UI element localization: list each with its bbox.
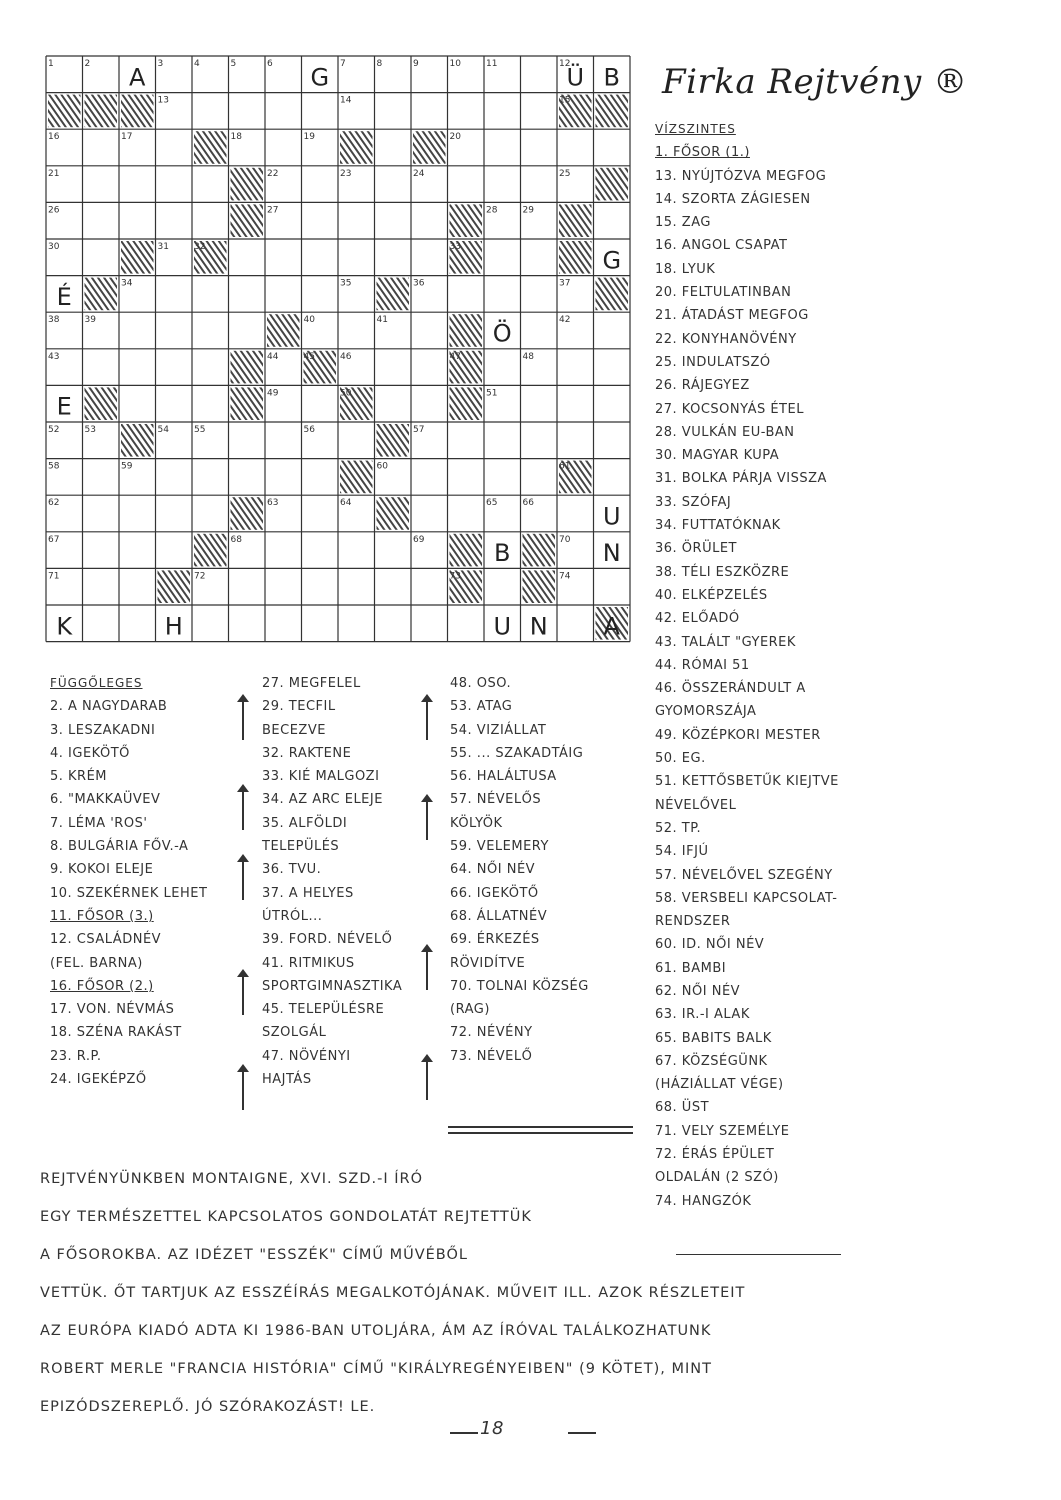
clue-item: 11. FŐSOR (3.) (50, 908, 154, 924)
cell-letter: Ü (566, 63, 585, 92)
black-cell (559, 241, 592, 274)
clue-item: 68. ÜST (655, 1100, 710, 1116)
clue-item: 39. FORD. NÉVELŐ (262, 932, 393, 948)
cell-number: 25 (559, 168, 571, 179)
clue-item: RENDSZER (655, 914, 731, 930)
clue-item: 24. IGEKÉPZŐ (50, 1072, 147, 1088)
cell-number: 63 (267, 498, 279, 509)
cell-number: 37 (559, 278, 571, 289)
black-cell (450, 314, 483, 347)
cell-number: 33 (449, 242, 461, 252)
black-cell (194, 534, 227, 567)
clue-item: 41. RITMIKUS (262, 955, 355, 971)
cell-number: 38 (48, 315, 60, 326)
cell-number: 55 (194, 425, 206, 435)
clue-item: 71. VELY SZEMÉLYE (655, 1123, 790, 1139)
clue-item: 56. HALÁLTUSA (450, 769, 557, 785)
black-cell (194, 131, 227, 164)
cell-number: 74 (559, 571, 571, 582)
arrow-up-icon (426, 800, 428, 840)
clue-item: 5. KRÉM (50, 769, 108, 785)
black-cell (596, 168, 629, 201)
black-cell (596, 95, 629, 128)
clue-item: 21. ÁTADÁST MEGFOG (655, 308, 809, 324)
cell-number: 51 (486, 388, 498, 399)
cell-number: 14 (340, 95, 352, 106)
clue-item: SZOLGÁL (262, 1025, 327, 1041)
cell-number: 12 (559, 59, 571, 69)
black-cell (340, 131, 373, 164)
clue-item: (RAG) (450, 1002, 490, 1018)
cell-number: 45 (303, 351, 315, 362)
cell-number: 18 (230, 132, 242, 143)
note-line: AZ EURÓPA KIADÓ ADTA KI 1986-BAN UTOLJÁRA, ÁM AZ ÍRÓVAL TALÁLKOZHATUNK (40, 1323, 712, 1339)
cell-number: 10 (449, 59, 461, 69)
cell-number: 34 (121, 278, 133, 289)
clue-item: 25. INDULATSZÓ (655, 354, 771, 370)
clue-item: 50. EG. (655, 751, 706, 767)
arrow-up-icon (242, 860, 244, 900)
clue-item: 61. BAMBI (655, 960, 727, 976)
across-clues (655, 118, 1055, 1213)
cell-number: 71 (48, 571, 60, 582)
clue-item: 66. IGEKÖTŐ (450, 885, 539, 901)
clue-item: 47. NÖVÉNYI (262, 1048, 351, 1064)
cell-number: 60 (376, 461, 388, 472)
cell-number: 73 (449, 571, 461, 582)
clue-item: 7. LÉMA 'ROS' (50, 815, 148, 831)
cell-number: 49 (267, 388, 279, 399)
cell-letter: N (529, 612, 548, 641)
clue-item: OLDALÁN (2 SZÓ) (655, 1170, 779, 1186)
cell-number: 68 (230, 534, 242, 545)
cell-number: 19 (303, 132, 315, 143)
cell-number: 36 (413, 278, 425, 289)
cell-number: 56 (303, 425, 315, 435)
clue-item: 13. NYÚJTÓZVA MEGFOG (655, 168, 827, 184)
clue-item: 74. HANGZÓK (655, 1193, 752, 1209)
cell-number: 31 (157, 242, 169, 252)
clue-item: 17. VON. NÉVMÁS (50, 1002, 175, 1018)
cell-number: 70 (559, 534, 571, 545)
clue-item: HAJTÁS (262, 1072, 312, 1088)
cell-number: 28 (486, 205, 498, 216)
clue-item: 9. KOKOI ELEJE (50, 862, 154, 878)
cell-number: 21 (48, 168, 60, 179)
black-cell (596, 278, 629, 311)
arrow-up-icon (426, 950, 428, 990)
arrow-up-icon (426, 700, 428, 740)
clue-item: 36. TVU. (262, 862, 322, 878)
cell-number: 43 (48, 351, 60, 362)
cell-number: 2 (84, 59, 91, 69)
cell-letter: B (603, 63, 620, 92)
cell-letter: A (129, 63, 146, 92)
black-cell (377, 497, 410, 530)
clue-item: 49. KÖZÉPKORI MESTER (655, 727, 821, 743)
arrow-up-icon (242, 790, 244, 830)
black-cell (523, 570, 556, 603)
black-cell (413, 131, 446, 164)
black-cell (231, 168, 264, 201)
cell-number: 66 (522, 498, 534, 509)
black-cell (340, 461, 373, 494)
clue-item: 51. KETTŐSBETŰK KIEJTVE (655, 774, 839, 790)
cell-letter: Ö (492, 319, 512, 348)
clue-item: 68. ÁLLATNÉV (450, 908, 548, 924)
clue-item: 48. OSO. (450, 676, 512, 691)
cell-letter: N (602, 539, 621, 568)
clue-item: 55. ... SZAKADTÁIG (450, 745, 584, 761)
arrow-up-icon (426, 1060, 428, 1100)
cell-letter: B (494, 539, 511, 568)
black-cell (85, 278, 118, 311)
clue-item: TELEPÜLÉS (262, 839, 340, 855)
clue-item: 2. A NAGYDARAB (50, 699, 168, 715)
cell-number: 57 (413, 425, 425, 435)
clue-item: 23. R.P. (50, 1048, 102, 1064)
cell-number: 46 (340, 351, 352, 362)
clue-item: 31. BOLKA PÁRJA VISSZA (655, 471, 827, 487)
clue-item: 16. ANGOL CSAPAT (655, 238, 788, 254)
clue-item: 29. TECFIL (262, 699, 336, 715)
black-cell (231, 351, 264, 384)
arrow-up-icon (242, 1070, 244, 1110)
divider (448, 1132, 633, 1134)
cell-letter: G (602, 246, 622, 275)
clue-item: 42. ELŐADÓ (655, 611, 740, 627)
clue-item: 30. MAGYAR KUPA (655, 448, 780, 464)
clue-item: 6. "MAKKAÜVEV (50, 792, 161, 808)
cell-number: 62 (48, 498, 60, 509)
cell-number: 54 (157, 425, 169, 435)
black-cell (85, 95, 118, 128)
note-line: VETTÜK. ŐT TARTJUK AZ ESSZÉÍRÁS MEGALKOTÓJÁNAK. MŰVEIT ILL. AZOK RÉSZLETEIT (40, 1285, 746, 1301)
clue-item: 33. SZÓFAJ (655, 494, 732, 510)
black-cell (450, 204, 483, 237)
cell-number: 13 (157, 95, 169, 106)
puzzle-title: Firka Rejtvény ® (662, 62, 968, 102)
clue-item: 34. AZ ARC ELEJE (262, 792, 383, 808)
clue-item: 14. SZORTA ZÁGIESEN (655, 191, 811, 207)
clue-item: 69. ÉRKEZÉS (450, 932, 540, 948)
cell-number: 44 (267, 351, 279, 362)
cell-letter: É (56, 282, 72, 311)
cell-letter: U (493, 612, 512, 641)
cell-number: 67 (48, 534, 60, 545)
across-heading: VÍZSZINTES (655, 122, 736, 136)
cell-number: 16 (48, 132, 60, 143)
down-clues-col1 (50, 672, 265, 1091)
clue-item: 54. IFJÚ (655, 844, 709, 860)
clue-item: 15. ZAG (655, 215, 711, 231)
black-cell (85, 387, 118, 420)
clue-item: 26. RÁJEGYEZ (655, 378, 750, 394)
page-number: 18 (480, 1418, 504, 1439)
clue-item: 73. NÉVELŐ (450, 1048, 533, 1064)
cell-number: 32 (194, 242, 206, 252)
clue-item: 59. VELEMERY (450, 839, 549, 855)
clue-item: 58. VERSBELI KAPCSOLAT- (655, 890, 838, 906)
puzzle-note (40, 1160, 1030, 1426)
clue-item: 62. NŐI NÉV (655, 983, 741, 999)
note-line: EGY TERMÉSZETTEL KAPCSOLATOS GONDOLATÁT REJTETTÜK (40, 1209, 532, 1225)
cell-number: 50 (340, 388, 352, 399)
clue-item: KÖLYÖK (450, 815, 503, 831)
clue-item: GYOMORSZÁJA (655, 704, 757, 720)
cell-number: 58 (48, 461, 60, 472)
black-cell (377, 424, 410, 457)
clue-item: 57. NÉVELŐVEL SZEGÉNY (655, 867, 833, 883)
clue-item: 60. ID. NŐI NÉV (655, 937, 765, 953)
black-cell (158, 570, 191, 603)
clue-item: RÖVIDÍTVE (450, 955, 526, 971)
clue-item: SPORTGIMNASZTIKA (262, 978, 403, 994)
clue-item: 72. NÉVÉNY (450, 1025, 533, 1041)
cell-number: 30 (48, 242, 60, 252)
down-heading: FÜGGŐLEGES (50, 676, 143, 690)
clue-item: 18. SZÉNA RAKÁST (50, 1025, 182, 1041)
cell-number: 27 (267, 205, 279, 216)
black-cell (231, 387, 264, 420)
clue-item: 52. TP. (655, 820, 702, 836)
cell-number: 61 (559, 461, 571, 472)
cell-number: 59 (121, 461, 133, 472)
cell-number: 15 (559, 95, 571, 106)
cell-number: 7 (340, 59, 346, 69)
clue-item: 27. KOCSONYÁS ÉTEL (655, 401, 804, 417)
black-cell (450, 534, 483, 567)
note-line: REJTVÉNYÜNKBEN MONTAIGNE, XVI. SZD.-I ÍRÓ (40, 1171, 423, 1187)
clue-item: NÉVELŐVEL (655, 797, 737, 813)
cell-number: 48 (522, 351, 534, 362)
clue-item: 46. ÖSSZERÁNDULT A (655, 681, 806, 697)
clue-item: 16. FŐSOR (2.) (50, 978, 154, 994)
clue-item: 36. ÖRÜLET (655, 541, 737, 557)
cell-letter: K (56, 612, 73, 641)
cell-number: 53 (84, 425, 96, 435)
cell-number: 9 (413, 59, 419, 69)
clue-item: 27. MEGFELEL (262, 676, 361, 691)
cell-number: 69 (413, 534, 425, 545)
clue-item: 8. BULGÁRIA FŐV.-A (50, 839, 189, 855)
black-cell (231, 204, 264, 237)
clue-item: 67. KÖZSÉGÜNK (655, 1053, 768, 1069)
clue-item: 37. A HELYES (262, 885, 354, 901)
cell-number: 8 (376, 59, 383, 69)
black-cell (231, 497, 264, 530)
clue-item: 28. VULKÁN EU-BAN (655, 424, 795, 440)
cell-number: 52 (48, 425, 60, 435)
clue-item: 45. TELEPÜLÉSRE (262, 1002, 385, 1018)
cell-number: 22 (267, 168, 279, 179)
clue-item: 65. BABITS BALK (655, 1030, 772, 1046)
cell-number: 72 (194, 571, 206, 582)
black-cell (121, 241, 154, 274)
clue-item: 32. RAKTENE (262, 745, 352, 761)
note-line: A FŐSOROKBA. AZ IDÉZET "ESSZÉK" CÍMŰ MŰVÉBŐL (40, 1247, 468, 1263)
clue-item: 1. FŐSOR (1.) (655, 145, 750, 161)
down-clues-col3 (450, 672, 650, 1068)
cell-letter: H (164, 612, 183, 641)
cell-number: 1 (48, 59, 54, 69)
cell-number: 42 (559, 315, 571, 326)
cell-number: 26 (48, 205, 60, 216)
cell-number: 41 (376, 315, 388, 326)
cell-number: 23 (340, 168, 352, 179)
black-cell (450, 387, 483, 420)
cell-number: 5 (230, 59, 237, 69)
divider (448, 1126, 633, 1128)
clue-item: 12. CSALÁDNÉV (50, 932, 162, 948)
black-cell (377, 278, 410, 311)
clue-item: BECEZVE (262, 722, 326, 738)
cell-letter: U (602, 502, 621, 531)
clue-item: 57. NÉVELŐS (450, 792, 542, 808)
clue-item: 35. ALFÖLDI (262, 815, 348, 831)
clue-item: (FEL. BARNA) (50, 955, 143, 971)
cell-number: 20 (449, 132, 461, 143)
clue-item: 72. ÉRÁS ÉPÜLET (655, 1147, 775, 1163)
clue-item: 44. RÓMAI 51 (655, 657, 750, 673)
note-line: ROBERT MERLE "FRANCIA HISTÓRIA" CÍMŰ "KIRÁLYREGÉNYEIBEN" (9 KÖTET), MINT (40, 1361, 712, 1377)
clue-item: 40. ELKÉPZELÉS (655, 587, 768, 603)
cell-number: 4 (194, 59, 200, 69)
clue-item: ÚTRÓL... (262, 908, 323, 924)
cell-letter: G (310, 63, 330, 92)
down-clues-col2 (262, 672, 447, 1091)
black-cell (48, 95, 81, 128)
clue-item: 38. TÉLI ESZKÖZRE (655, 564, 790, 580)
clue-item: 64. NŐI NÉV (450, 862, 536, 878)
clue-item: 4. IGEKÖTŐ (50, 745, 130, 761)
arrow-up-icon (242, 975, 244, 1015)
clue-item: 33. KIÉ MALGOZI (262, 769, 380, 785)
cell-number: 6 (267, 59, 273, 69)
clue-item: 22. KONYHANÖVÉNY (655, 331, 797, 347)
black-cell (121, 424, 154, 457)
cell-number: 64 (340, 498, 352, 509)
clue-item: 20. FELTULATINBAN (655, 285, 792, 301)
black-cell (267, 314, 300, 347)
cell-number: 40 (303, 315, 315, 326)
cell-number: 47 (449, 351, 461, 362)
note-line: EPIZÓDSZEREPLŐ. JÓ SZÓRAKOZÁST! LE. (40, 1399, 376, 1415)
cell-number: 17 (121, 132, 133, 143)
cell-number: 11 (486, 59, 498, 69)
cell-number: 29 (522, 205, 534, 216)
clue-item: 3. LESZAKADNI (50, 722, 156, 738)
clue-item: 18. LYUK (655, 261, 716, 277)
cell-number: 24 (413, 168, 425, 179)
page-dash (568, 1432, 596, 1434)
cell-number: 35 (340, 278, 352, 289)
black-cell (523, 534, 556, 567)
black-cell (121, 95, 154, 128)
clue-item: 10. SZEKÉRNEK LEHET (50, 885, 208, 901)
clue-item: 54. VIZIÁLLAT (450, 722, 547, 738)
clue-item: (HÁZIÁLLAT VÉGE) (655, 1077, 784, 1093)
arrow-up-icon (242, 700, 244, 740)
clue-item: 63. IR.-I ALAK (655, 1007, 750, 1023)
clue-item: 34. FUTTATÓKNAK (655, 518, 781, 534)
cell-number: 3 (157, 59, 164, 69)
cell-letter: E (56, 392, 72, 421)
clue-item: 70. TOLNAI KÖZSÉG (450, 978, 589, 994)
cell-number: 65 (486, 498, 498, 509)
clue-item: 43. TALÁLT "GYEREK (655, 634, 796, 650)
clue-item: 53. ATAG (450, 699, 513, 715)
page-dash (450, 1432, 478, 1434)
black-cell (559, 204, 592, 237)
cell-letter: A (603, 612, 620, 641)
cell-number: 39 (84, 315, 96, 326)
